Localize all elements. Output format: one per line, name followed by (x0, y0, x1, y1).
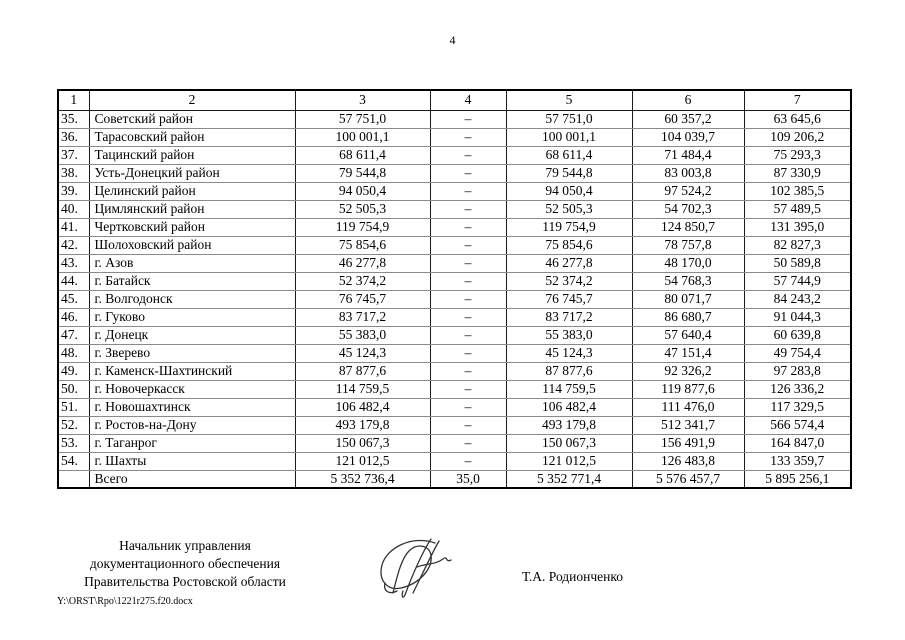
value-cell: – (430, 272, 506, 290)
value-cell: 124 850,7 (632, 218, 744, 236)
table-body (58, 110, 851, 488)
value-cell: 92 326,2 (632, 362, 744, 380)
value-cell: 52 374,2 (506, 272, 632, 290)
row-number-cell: 51. (58, 398, 89, 416)
value-cell: 119 877,6 (632, 380, 744, 398)
district-name-cell: г. Батайск (89, 272, 295, 290)
value-cell: 150 067,3 (295, 434, 430, 452)
district-name-cell: Чертковский район (89, 218, 295, 236)
row-number-cell: 35. (58, 110, 89, 128)
value-cell: 57 640,4 (632, 326, 744, 344)
table-row (58, 398, 851, 416)
district-name-cell: Цимлянский район (89, 200, 295, 218)
value-cell: 55 383,0 (295, 326, 430, 344)
value-cell: 87 330,9 (744, 164, 851, 182)
value-cell: – (430, 182, 506, 200)
value-cell: 68 611,4 (506, 146, 632, 164)
value-cell: 83 717,2 (295, 308, 430, 326)
value-cell: – (430, 452, 506, 470)
header-cell: 4 (430, 90, 506, 110)
district-name-cell: г. Ростов-на-Дону (89, 416, 295, 434)
value-cell: 49 754,4 (744, 344, 851, 362)
value-cell: 106 482,4 (295, 398, 430, 416)
value-cell: 54 702,3 (632, 200, 744, 218)
value-cell: 86 680,7 (632, 308, 744, 326)
value-cell: 71 484,4 (632, 146, 744, 164)
value-cell: – (430, 110, 506, 128)
district-name-cell: г. Таганрог (89, 434, 295, 452)
value-cell: 94 050,4 (295, 182, 430, 200)
value-cell: 566 574,4 (744, 416, 851, 434)
value-cell: – (430, 344, 506, 362)
value-cell: 126 336,2 (744, 380, 851, 398)
value-cell: 60 639,8 (744, 326, 851, 344)
value-cell: 91 044,3 (744, 308, 851, 326)
table-row (58, 362, 851, 380)
value-cell: – (430, 128, 506, 146)
district-name-cell: г. Каменск-Шахтинский (89, 362, 295, 380)
table-row (58, 236, 851, 254)
value-cell: 79 544,8 (295, 164, 430, 182)
value-cell: 60 357,2 (632, 110, 744, 128)
value-cell: 121 012,5 (295, 452, 430, 470)
district-name-cell: г. Азов (89, 254, 295, 272)
value-cell: 5 576 457,7 (632, 470, 744, 488)
table-row (58, 254, 851, 272)
district-name-cell: Тарасовский район (89, 128, 295, 146)
value-cell: 117 329,5 (744, 398, 851, 416)
table-row (58, 434, 851, 452)
row-number-cell: 43. (58, 254, 89, 272)
value-cell: – (430, 200, 506, 218)
value-cell: 57 751,0 (295, 110, 430, 128)
value-cell: 493 179,8 (295, 416, 430, 434)
row-number-cell: 41. (58, 218, 89, 236)
table-row (58, 182, 851, 200)
table-row (58, 380, 851, 398)
table-row (58, 308, 851, 326)
table-header-row (58, 90, 851, 110)
value-cell: 106 482,4 (506, 398, 632, 416)
table-row (58, 290, 851, 308)
handwritten-signature (373, 533, 473, 601)
value-cell: 52 505,3 (295, 200, 430, 218)
row-number-cell (58, 470, 89, 488)
header-cell: 2 (89, 90, 295, 110)
value-cell: 75 854,6 (295, 236, 430, 254)
page-number: 4 (449, 33, 456, 47)
value-cell: 87 877,6 (295, 362, 430, 380)
value-cell: 83 003,8 (632, 164, 744, 182)
district-name-cell: Целинский район (89, 182, 295, 200)
district-name-cell: г. Новочеркасск (89, 380, 295, 398)
district-name-cell: г. Гуково (89, 308, 295, 326)
table-row (58, 146, 851, 164)
row-number-cell: 54. (58, 452, 89, 470)
value-cell: 119 754,9 (506, 218, 632, 236)
value-cell: 121 012,5 (506, 452, 632, 470)
table-row (58, 218, 851, 236)
document-file-path: Y:\ORST\Rpo\1221r275.f20.docx (57, 596, 193, 607)
district-name-cell: Шолоховский район (89, 236, 295, 254)
table-total-row (58, 470, 851, 488)
value-cell: 164 847,0 (744, 434, 851, 452)
signature-title-line: документационного обеспечения (89, 556, 281, 571)
header-cell: 7 (744, 90, 851, 110)
value-cell: 150 067,3 (506, 434, 632, 452)
table-row (58, 200, 851, 218)
value-cell: 46 277,8 (506, 254, 632, 272)
row-number-cell: 50. (58, 380, 89, 398)
value-cell: 83 717,2 (506, 308, 632, 326)
signature-title-line: Начальник управления (119, 538, 251, 553)
value-cell: 50 589,8 (744, 254, 851, 272)
value-cell: 48 170,0 (632, 254, 744, 272)
header-cell: 6 (632, 90, 744, 110)
district-name-cell: г. Волгодонск (89, 290, 295, 308)
value-cell: 46 277,8 (295, 254, 430, 272)
district-name-cell: Всего (89, 470, 295, 488)
budget-table (57, 89, 852, 489)
value-cell: 104 039,7 (632, 128, 744, 146)
value-cell: 52 374,2 (295, 272, 430, 290)
district-name-cell: Усть-Донецкий район (89, 164, 295, 182)
row-number-cell: 47. (58, 326, 89, 344)
table-row (58, 272, 851, 290)
value-cell: 84 243,2 (744, 290, 851, 308)
row-number-cell: 53. (58, 434, 89, 452)
value-cell: 156 491,9 (632, 434, 744, 452)
row-number-cell: 44. (58, 272, 89, 290)
value-cell: – (430, 308, 506, 326)
table-row (58, 164, 851, 182)
value-cell: – (430, 398, 506, 416)
value-cell: 76 745,7 (506, 290, 632, 308)
district-name-cell: г. Зверево (89, 344, 295, 362)
district-name-cell: Советский район (89, 110, 295, 128)
row-number-cell: 49. (58, 362, 89, 380)
value-cell: 82 827,3 (744, 236, 851, 254)
value-cell: 54 768,3 (632, 272, 744, 290)
value-cell: 47 151,4 (632, 344, 744, 362)
row-number-cell: 42. (58, 236, 89, 254)
row-number-cell: 52. (58, 416, 89, 434)
value-cell: 87 877,6 (506, 362, 632, 380)
value-cell: 102 385,5 (744, 182, 851, 200)
row-number-cell: 38. (58, 164, 89, 182)
value-cell: – (430, 254, 506, 272)
value-cell: – (430, 146, 506, 164)
table-row (58, 344, 851, 362)
value-cell: 63 645,6 (744, 110, 851, 128)
value-cell: 79 544,8 (506, 164, 632, 182)
row-number-cell: 45. (58, 290, 89, 308)
value-cell: – (430, 434, 506, 452)
value-cell: 493 179,8 (506, 416, 632, 434)
district-name-cell: Тацинский район (89, 146, 295, 164)
value-cell: – (430, 290, 506, 308)
value-cell: 114 759,5 (295, 380, 430, 398)
value-cell: 57 751,0 (506, 110, 632, 128)
table-row (58, 452, 851, 470)
value-cell: 512 341,7 (632, 416, 744, 434)
district-name-cell: г. Новошахтинск (89, 398, 295, 416)
signer-name: Т.А. Родионченко (522, 569, 623, 584)
header-cell: 1 (58, 90, 89, 110)
value-cell: – (430, 362, 506, 380)
value-cell: 52 505,3 (506, 200, 632, 218)
table-row (58, 416, 851, 434)
value-cell: 68 611,4 (295, 146, 430, 164)
header-cell: 3 (295, 90, 430, 110)
value-cell: 76 745,7 (295, 290, 430, 308)
value-cell: 55 383,0 (506, 326, 632, 344)
value-cell: 109 206,2 (744, 128, 851, 146)
value-cell: 100 001,1 (506, 128, 632, 146)
row-number-cell: 48. (58, 344, 89, 362)
table-row (58, 326, 851, 344)
value-cell: 131 395,0 (744, 218, 851, 236)
value-cell: – (430, 164, 506, 182)
value-cell: 119 754,9 (295, 218, 430, 236)
value-cell: 35,0 (430, 470, 506, 488)
value-cell: 57 489,5 (744, 200, 851, 218)
value-cell: 97 524,2 (632, 182, 744, 200)
value-cell: 100 001,1 (295, 128, 430, 146)
value-cell: 78 757,8 (632, 236, 744, 254)
value-cell: 45 124,3 (506, 344, 632, 362)
value-cell: 133 359,7 (744, 452, 851, 470)
row-number-cell: 36. (58, 128, 89, 146)
row-number-cell: 39. (58, 182, 89, 200)
value-cell: 126 483,8 (632, 452, 744, 470)
value-cell: – (430, 416, 506, 434)
value-cell: – (430, 380, 506, 398)
value-cell: – (430, 218, 506, 236)
value-cell: 5 352 771,4 (506, 470, 632, 488)
value-cell: 5 352 736,4 (295, 470, 430, 488)
value-cell: 57 744,9 (744, 272, 851, 290)
value-cell: 75 293,3 (744, 146, 851, 164)
value-cell: 94 050,4 (506, 182, 632, 200)
value-cell: 97 283,8 (744, 362, 851, 380)
value-cell: 75 854,6 (506, 236, 632, 254)
district-name-cell: г. Донецк (89, 326, 295, 344)
value-cell: – (430, 326, 506, 344)
value-cell: 5 895 256,1 (744, 470, 851, 488)
row-number-cell: 46. (58, 308, 89, 326)
row-number-cell: 37. (58, 146, 89, 164)
value-cell: 111 476,0 (632, 398, 744, 416)
signature-title (52, 537, 318, 591)
value-cell: 80 071,7 (632, 290, 744, 308)
signature-title-line: Правительства Ростовской области (84, 574, 286, 589)
value-cell: – (430, 236, 506, 254)
row-number-cell: 40. (58, 200, 89, 218)
value-cell: 45 124,3 (295, 344, 430, 362)
header-cell: 5 (506, 90, 632, 110)
value-cell: 114 759,5 (506, 380, 632, 398)
table-row (58, 128, 851, 146)
table-row (58, 110, 851, 128)
district-name-cell: г. Шахты (89, 452, 295, 470)
